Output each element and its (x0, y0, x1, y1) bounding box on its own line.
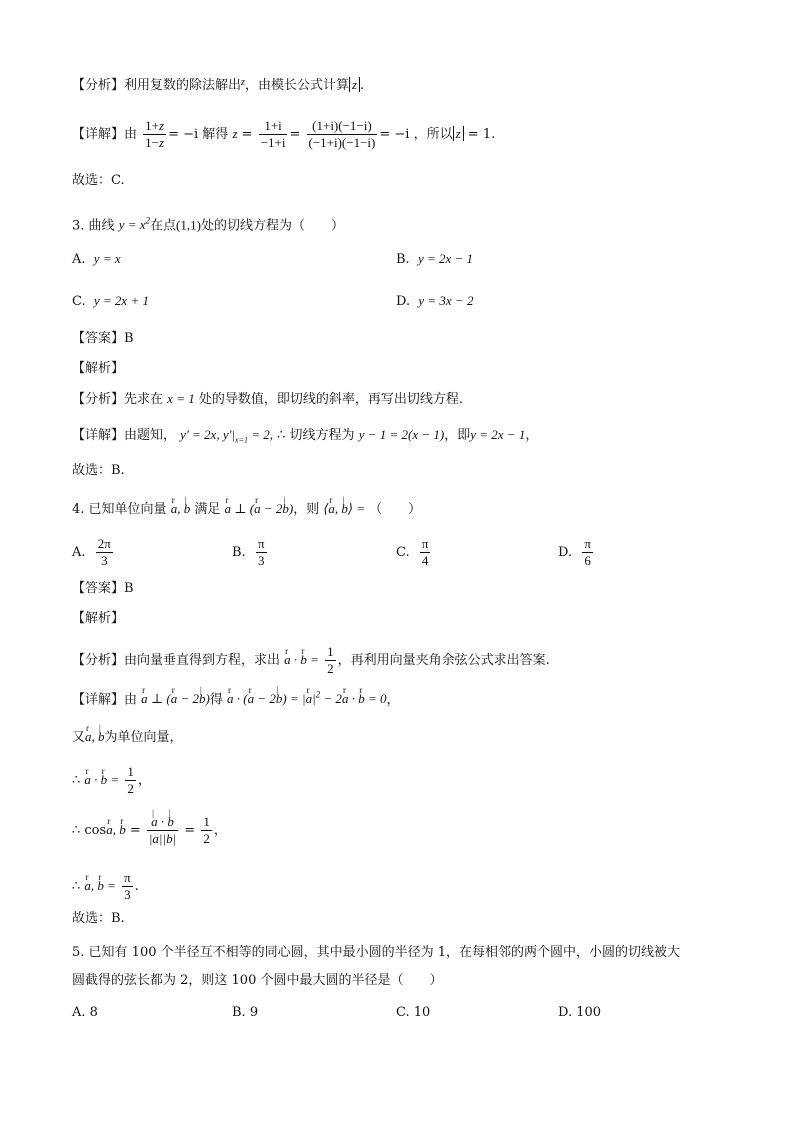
q3-answer: 【答案】B (72, 331, 134, 346)
q4-option-c: C. $\frac{\pi}{4}$ (396, 536, 429, 568)
question-5-line-1: 5. 已知有 100 个半径互不相等的同心圆，其中最小圆的半径为 1，在每相邻的两个圆中，小圆的切线被大 (72, 945, 681, 960)
q3-detail: 【详解】由题知， y′ = 2x, $y'|_{x=1} = 2$, ∴ 切线方程为 y − 1 = 2(x − 1)，即y = 2x − 1， (72, 427, 539, 445)
q3-analysis-header: 【解析】 (72, 361, 125, 376)
q5-option-b: B. 9 (232, 1005, 259, 1020)
analysis-line-1: 【分析】利用复数的除法解出$^z$，由模长公式计算 z . (72, 77, 365, 93)
q5-option-d: D. 100 (558, 1005, 602, 1020)
q4-answer: 【答案】B (72, 581, 134, 596)
q3-option-b: B. y = 2x − 1 (396, 251, 474, 267)
answer-line-q2: 故选：C. (72, 173, 125, 188)
q3-option-a: A. y = x (72, 251, 121, 267)
q5-option-c: C. 10 (396, 1005, 431, 1020)
q4-step-3: ∴ r a, r b = $\frac{\pi}{3}$ . (72, 870, 139, 903)
q4-analysis: 【分析】由向量垂直得到方程，求出 r a · r b = $\frac{1}{2}$ ，再利用向量夹角余弦公式求出答案. (72, 644, 550, 677)
q3-analysis: 【分析】先求在 x = 1 处的导数值，即切线的斜率，再写出切线方程. (72, 391, 463, 407)
q4-select: 故选：B. (72, 911, 125, 926)
q3-option-c: C. y = 2x + 1 (72, 293, 149, 309)
q4-option-a: A. $\frac{2\pi}{3}$ (72, 536, 111, 568)
q4-step-1: ∴ r a · r b = $\frac{1}{2}$ ， (72, 764, 151, 797)
detail-line-1: 【详解】由 $\frac{1+z}{1-z}$ = −i 解得 z = $\frac{1+i}{-1+i}$ = $\frac{(1+i)(-1-i)}{(-1+i)(-1-i)}$ = −i ，所以 z = 1. (72, 118, 496, 150)
q4-step-2: ∴ cosr a, r b = | $\frac{a \cdot | b}{|a||b|}$ = $\frac{1}{2}$ ， (72, 814, 227, 847)
q5-option-a: A. 8 (72, 1005, 98, 1020)
q4-option-b: B. $\frac{\pi}{3}$ (232, 536, 265, 568)
q3-option-d: D. y = 3x − 2 (396, 293, 474, 309)
q4-unit-vectors: 又r a, | b为单位向量， (72, 728, 183, 747)
q4-analysis-header: 【解析】 (72, 611, 125, 626)
q3-select: 故选：B. (72, 463, 125, 478)
question-5-line-2: 圆截得的弦长都为 2，则这 100 个圆中最大圆的半径是（ ） (72, 973, 443, 988)
q4-option-d: D. $\frac{\pi}{6}$ (558, 536, 591, 568)
question-4: 4. 已知单位向量 r a, | b 满足 r a ⊥ (r a − 2| b)，则 ⟨r a, | b⟩ = （ ） (72, 500, 421, 519)
q4-detail: 【详解】由 r a ⊥ (r a − 2| b)得 r a · (r a − 2| b) = |r $a|^2 - 2r$ a · r b = 0， (72, 686, 399, 709)
question-3: 3. 曲线 $y = x^2$在点(1,1)处的切线方程为（ ） (72, 216, 344, 234)
